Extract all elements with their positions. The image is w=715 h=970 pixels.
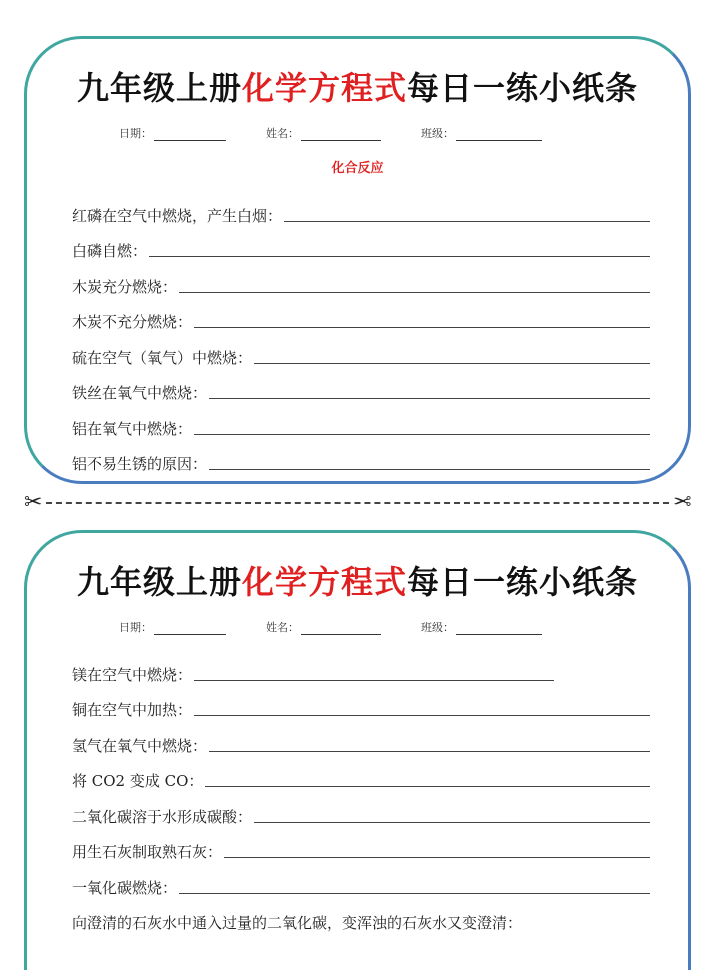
- class-label: 班级：: [421, 127, 454, 140]
- question-label: 将 CO2 变成 CO：: [72, 772, 204, 790]
- answer-line[interactable]: [194, 714, 650, 716]
- question-label: 氢气在氧气中燃烧：: [72, 736, 208, 755]
- question-label: 硫在空气（氧气）中燃烧：: [72, 348, 253, 367]
- answer-line[interactable]: [254, 362, 650, 364]
- question-list: [27, 190, 688, 474]
- answer-line[interactable]: [149, 255, 650, 257]
- question-label: 铜在空气中加热：: [72, 701, 193, 719]
- question-label: 铁丝在氧气中燃烧：: [72, 384, 208, 402]
- scissors-icon: ✂: [24, 490, 43, 515]
- question-row[interactable]: [72, 439, 650, 475]
- answer-line[interactable]: [194, 433, 650, 435]
- name-label: 姓名：: [266, 621, 299, 634]
- name-label: 姓名：: [266, 127, 299, 140]
- question-label: 一氧化碳燃烧：: [72, 878, 178, 897]
- answer-line[interactable]: [205, 785, 650, 787]
- question-row[interactable]: [72, 368, 650, 404]
- question-row[interactable]: [72, 190, 650, 226]
- card-title: [27, 63, 688, 109]
- class-label: 班级：: [421, 621, 454, 634]
- title-part1: 九年级上册: [76, 563, 242, 601]
- question-row[interactable]: [72, 720, 650, 756]
- title-part2: 每日一练小纸条: [407, 69, 639, 107]
- question-row[interactable]: [72, 827, 650, 863]
- question-list: [27, 649, 688, 933]
- name-field[interactable]: [266, 619, 381, 635]
- question-label: 铝不易生锈的原因：: [72, 455, 208, 473]
- answer-line[interactable]: [209, 750, 650, 752]
- question-row[interactable]: [72, 791, 650, 827]
- question-row[interactable]: [72, 898, 650, 934]
- worksheet-card-2: [24, 530, 691, 970]
- question-row[interactable]: [72, 685, 650, 721]
- question-row[interactable]: [72, 649, 650, 685]
- question-row[interactable]: [72, 297, 650, 333]
- date-field[interactable]: [119, 125, 226, 141]
- title-highlight: 化学方程式: [241, 69, 407, 107]
- answer-line[interactable]: [179, 291, 650, 293]
- question-label: 二氧化碳溶于水形成碳酸：: [72, 807, 253, 826]
- worksheet-card-1: [24, 36, 691, 484]
- date-blank[interactable]: [154, 622, 226, 635]
- title-highlight: 化学方程式: [241, 563, 407, 601]
- answer-line[interactable]: [254, 821, 650, 823]
- class-field[interactable]: [421, 125, 542, 141]
- question-row[interactable]: [72, 332, 650, 368]
- question-label: 白磷自燃：: [72, 242, 148, 260]
- question-label: 木炭不充分燃烧：: [72, 313, 193, 331]
- class-blank[interactable]: [456, 128, 542, 141]
- dashed-divider: [46, 502, 668, 504]
- answer-line[interactable]: [224, 856, 650, 858]
- question-row[interactable]: [72, 226, 650, 262]
- question-row[interactable]: [72, 261, 650, 297]
- answer-line[interactable]: [284, 220, 650, 222]
- class-field[interactable]: [421, 619, 542, 635]
- date-blank[interactable]: [154, 128, 226, 141]
- cut-line: [24, 490, 691, 516]
- date-field[interactable]: [119, 619, 226, 635]
- date-label: 日期：: [119, 621, 152, 634]
- question-row[interactable]: [72, 756, 650, 792]
- card-title: [27, 557, 688, 603]
- question-row[interactable]: [72, 403, 650, 439]
- question-label: 向澄清的石灰水中通入过量的二氧化碳，变浑浊的石灰水又变澄清：: [72, 914, 523, 932]
- section-heading: 化合反应: [331, 161, 384, 176]
- class-blank[interactable]: [456, 622, 542, 635]
- question-label: 铝在氧气中燃烧：: [72, 419, 193, 438]
- name-blank[interactable]: [301, 128, 381, 141]
- name-blank[interactable]: [301, 622, 381, 635]
- title-part1: 九年级上册: [76, 69, 242, 107]
- info-line: [27, 619, 688, 635]
- answer-line[interactable]: [194, 679, 554, 681]
- question-row[interactable]: [72, 862, 650, 898]
- answer-line[interactable]: [209, 468, 650, 470]
- answer-line[interactable]: [194, 326, 650, 328]
- date-label: 日期：: [119, 127, 152, 140]
- question-label: 木炭充分燃烧：: [72, 277, 178, 296]
- question-label: 红磷在空气中燃烧，产生白烟：: [72, 206, 283, 225]
- name-field[interactable]: [266, 125, 381, 141]
- question-label: 镁在空气中燃烧：: [72, 665, 193, 684]
- scissors-icon: ✂: [672, 490, 691, 515]
- answer-line[interactable]: [179, 892, 650, 894]
- answer-line[interactable]: [209, 397, 650, 399]
- title-part2: 每日一练小纸条: [407, 563, 639, 601]
- info-line: [27, 125, 688, 141]
- question-label: 用生石灰制取熟石灰：: [72, 843, 223, 861]
